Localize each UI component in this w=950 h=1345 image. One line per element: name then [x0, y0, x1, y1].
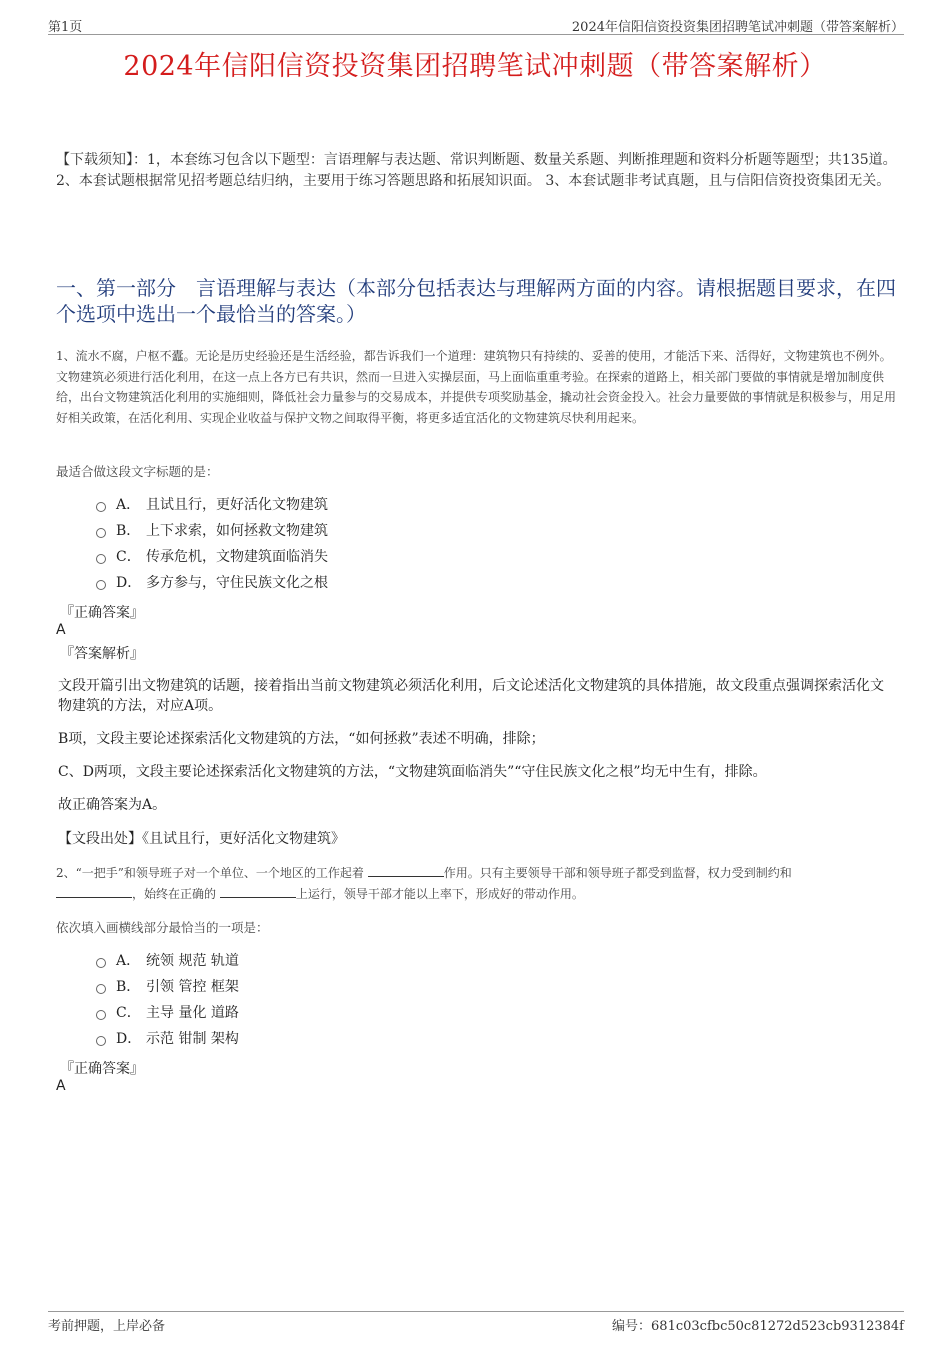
- header-doc-title: 2024年信阳信资投资集团招聘笔试冲刺题（带答案解析）: [571, 20, 904, 35]
- radio-icon[interactable]: [96, 984, 106, 994]
- answer-value: A: [56, 1078, 66, 1094]
- radio-icon[interactable]: [96, 1010, 106, 1020]
- radio-icon[interactable]: [96, 528, 106, 538]
- page-title: 2024年信阳信资投资集团招聘笔试冲刺题（带答案解析）: [123, 51, 827, 82]
- radio-icon[interactable]: [96, 554, 106, 564]
- option-a[interactable]: A． 统领 规范 轨道: [96, 948, 239, 974]
- question-1-prompt: 最适合做这段文字标题的是：: [56, 464, 219, 479]
- option-d[interactable]: D． 多方参与，守住民族文化之根: [96, 570, 328, 596]
- answer-value: A: [56, 622, 66, 638]
- download-notice: 【下载须知】：1，本套练习包含以下题型：言语理解与表达题、常识判断题、数量关系题、判断推理题和资料分析题等题型；共135道。 2、本套试题根据常见招考题总结归纳，主要用于练习答题思路和拓展知识面。 3、本套试题非考试真题，且与信阳信资投资集团无关。: [56, 152, 897, 189]
- footer-slogan: 考前押题，上岸必备: [48, 1319, 166, 1334]
- answer-label: 『正确答案』: [60, 1061, 144, 1077]
- option-c[interactable]: C． 主导 量化 道路: [96, 1000, 239, 1026]
- analysis-paragraph: 文段开篇引出文物建筑的话题，接着指出当前文物建筑必须活化利用，后文论述活化文物建筑的具体措施，故文段重点强调探索活化文物建筑的方法，对应A项。: [58, 678, 884, 714]
- question-2-text: 2、“一把手”和领导班子对一个单位、一个地区的工作起着 作用。只有主要领导干部和领导班子都受到监督，权力受到制约和 ，始终在正确的 上运行，领导干部才能以上率下，形成好的带动作用。: [56, 866, 792, 901]
- question-2-prompt: 依次填入画横线部分最恰当的一项是：: [56, 920, 269, 935]
- answer-label: 『正确答案』: [60, 605, 144, 621]
- radio-icon[interactable]: [96, 580, 106, 590]
- option-a[interactable]: A． 且试且行，更好活化文物建筑: [96, 492, 328, 518]
- passage-source: 【文段出处】《且试且行，更好活化文物建筑》: [58, 831, 345, 847]
- analysis-paragraph: 故正确答案为A。: [58, 797, 167, 813]
- option-d[interactable]: D． 示范 钳制 架构: [96, 1026, 239, 1052]
- radio-icon[interactable]: [96, 958, 106, 968]
- analysis-paragraph: B项，文段主要论述探索活化文物建筑的方法，“如何拯救”表述不明确，排除；: [58, 731, 545, 747]
- page-header: [48, 14, 904, 35]
- question-2-options: [96, 948, 239, 1052]
- page-number: 第1页: [48, 20, 83, 35]
- option-b[interactable]: B． 引领 管控 框架: [96, 974, 239, 1000]
- fill-blank: [56, 885, 132, 898]
- question-1-text: 1、流水不腐，户枢不蠹。无论是历史经验还是生活经验，都告诉我们一个道理：建筑物只有持续的、妥善的使用，才能活下来、活得好，文物建筑也不例外。文物建筑必须进行活化利用，在这一点上各方已有共识，然而一旦进入实操层面，马上面临重重考验。在探索的道路上，相关部门要做的事情就是增加制度供给，出台文物建筑活化利用的实施细则，降低社会力量参与的交易成本，并提供专项奖励基金，撬动社会资金投入。社会力量要做的事情就是积极参与，用足用好相关政策，在活化利用、实现企业收益与保护文物之间取得平衡，将更多适宜活化的文物建筑尽快利用起来。: [56, 349, 897, 425]
- radio-icon[interactable]: [96, 502, 106, 512]
- section-heading: 一、第一部分 言语理解与表达（本部分包括表达与理解两方面的内容。请根据题目要求，在四个选项中选出一个最恰当的答案。）: [56, 276, 896, 326]
- question-1-options: [96, 492, 328, 596]
- fill-blank: [368, 864, 444, 877]
- option-b[interactable]: B． 上下求索，如何拯救文物建筑: [96, 518, 328, 544]
- analysis-paragraph: C、D两项，文段主要论述探索活化文物建筑的方法，“文物建筑面临消失”“守住民族文化之根”均无中生有，排除。: [58, 764, 767, 780]
- page-footer: [48, 1311, 904, 1334]
- option-c[interactable]: C． 传承危机，文物建筑面临消失: [96, 544, 328, 570]
- fill-blank: [220, 885, 296, 898]
- footer-serial: 编号：681c03cfbc50c81272d523cb9312384f: [612, 1319, 904, 1334]
- analysis-label: 『答案解析』: [60, 646, 144, 662]
- radio-icon[interactable]: [96, 1036, 106, 1046]
